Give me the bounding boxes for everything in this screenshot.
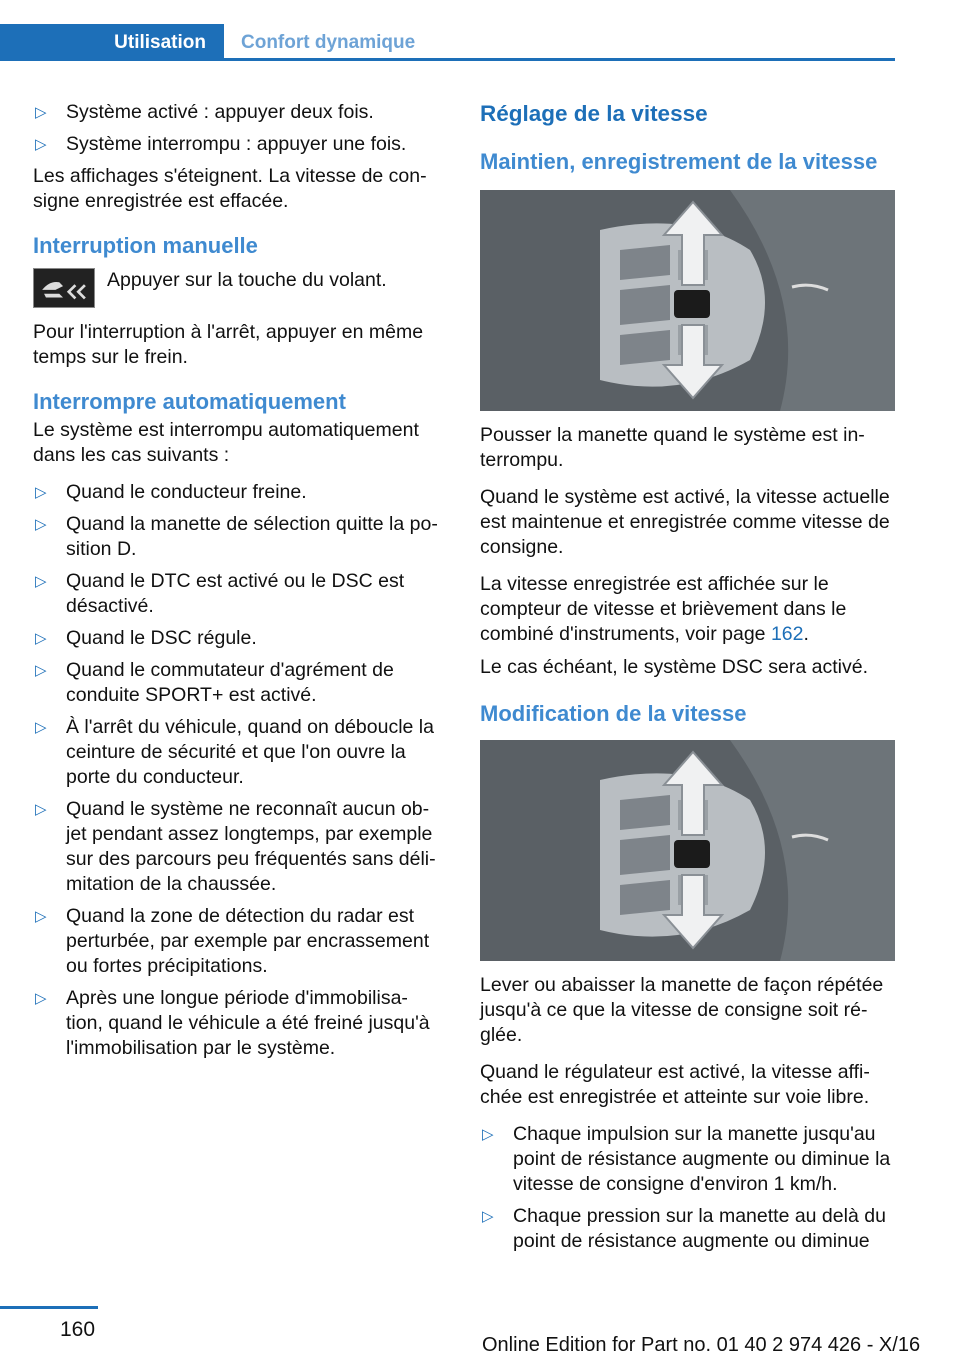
steering-wheel-button-icon xyxy=(33,268,95,308)
right-column xyxy=(480,100,895,1261)
triangle-bullet-icon: ▷ xyxy=(35,516,47,533)
list-item: ▷ Quand le DSC régule. xyxy=(35,627,257,649)
paragraph: Pour l'interruption à l'arrêt, appuyer en même temps sur le frein. xyxy=(33,321,424,368)
auto-interrupt-list xyxy=(33,480,448,1061)
page-number: 160 xyxy=(60,1318,96,1341)
triangle-bullet-icon: ▷ xyxy=(35,801,47,818)
heading-speed-hold: Maintien, enregistrement de la vitesse xyxy=(480,149,878,174)
triangle-bullet-icon: ▷ xyxy=(35,719,47,736)
list-item: ▷ À l'arrêt du véhicule, quand on déboucle la ceinture de sécurité et que l'on ouvre la porte du conducteur. xyxy=(35,716,434,788)
left-column xyxy=(33,100,448,1068)
heading-speed-setting: Réglage de la vitesse xyxy=(480,101,708,126)
list-item: ▷ Système activé : appuyer deux fois. xyxy=(35,101,374,123)
list-item: ▷ Après une longue période d'immobilisa‐ tion, quand le véhicule a été freiné jusqu'à l'immobilisation par le système. xyxy=(35,987,430,1059)
footer-accent-line xyxy=(0,1306,98,1309)
triangle-bullet-icon: ▷ xyxy=(482,1126,494,1143)
triangle-bullet-icon: ▷ xyxy=(35,136,47,153)
toggle-list xyxy=(33,100,448,157)
paragraph: Les affichages s'éteignent. La vitesse de con‐ signe enregistrée est effacée. xyxy=(33,165,427,212)
list-item: ▷ Chaque impulsion sur la manette jusqu'au point de résistance augmente ou diminue la vitesse de consigne d'environ 1 km/h. xyxy=(482,1123,891,1195)
triangle-bullet-icon: ▷ xyxy=(482,1208,494,1225)
steering-button-row xyxy=(33,268,448,308)
triangle-bullet-icon: ▷ xyxy=(35,990,47,1007)
triangle-bullet-icon: ▷ xyxy=(35,104,47,121)
paragraph: Pousser la manette quand le système est in‐ terrompu. xyxy=(480,424,865,471)
paragraph: Le cas échéant, le système DSC sera activé. xyxy=(480,656,869,678)
list-item: ▷ Quand la manette de sélection quitte la po‐ sition D. xyxy=(35,513,438,560)
list-item: ▷ Quand le conducteur freine. xyxy=(35,481,307,503)
tab-confort-dynamique[interactable]: Confort dynamique xyxy=(241,31,416,53)
steering-wheel-lever-photo xyxy=(480,190,895,411)
heading-manual-interrupt: Interruption manuelle xyxy=(33,233,258,258)
edition-footer: Online Edition for Part no. 01 40 2 974 426 - X/16 xyxy=(482,1334,921,1356)
list-item: ▷ Chaque pression sur la manette au delà du point de résistance augmente ou diminue xyxy=(482,1205,886,1252)
paragraph: Lever ou abaisser la manette de façon répétée jusqu'à ce que la vitesse de consigne soit ré‐ glée. xyxy=(480,974,884,1046)
steering-wheel-lever-photo-2 xyxy=(480,740,895,961)
list-item: ▷ Quand la zone de détection du radar est perturbée, par exemple par encrassement ou fortes précipitations. xyxy=(35,905,430,977)
list-item: ▷ Quand le commutateur d'agrément de conduite SPORT+ est activé. xyxy=(35,659,394,706)
paragraph: Le système est interrompu automatiquement dans les cas suivants : xyxy=(33,419,419,466)
triangle-bullet-icon: ▷ xyxy=(35,908,47,925)
paragraph: Appuyer sur la touche du volant. xyxy=(107,269,387,291)
list-item: ▷ Quand le système ne reconnaît aucun ob‐ jet pendant assez longtemps, par exemple sur des parcours peu fréquentés sans déli‐ mitation de la chaussée. xyxy=(35,798,436,895)
triangle-bullet-icon: ▷ xyxy=(35,630,47,647)
paragraph: Quand le système est activé, la vitesse actuelle est maintenue et enregistrée comme vitesse de consigne. xyxy=(480,486,890,558)
triangle-bullet-icon: ▷ xyxy=(35,573,47,590)
list-item: ▷ Système interrompu : appuyer une fois. xyxy=(35,133,407,155)
list-item: ▷ Quand le DTC est activé ou le DSC est désactivé. xyxy=(35,570,405,617)
speed-step-list xyxy=(480,1122,895,1254)
paragraph: La vitesse enregistrée est affichée sur le compteur de vitesse et brièvement dans le combiné d'instruments, voir page 162. xyxy=(480,573,847,645)
triangle-bullet-icon: ▷ xyxy=(35,662,47,679)
paragraph: Quand le régulateur est activé, la vitesse affi‐ chée est enregistrée et atteinte sur voie libre. xyxy=(480,1061,870,1108)
triangle-bullet-icon: ▷ xyxy=(35,484,47,501)
page-link[interactable]: 162 xyxy=(770,623,804,645)
tab-utilisation[interactable]: Utilisation xyxy=(0,24,224,61)
heading-auto-interrupt: Interrompre automatiquement xyxy=(33,389,346,414)
heading-speed-modify: Modification de la vitesse xyxy=(480,701,747,726)
